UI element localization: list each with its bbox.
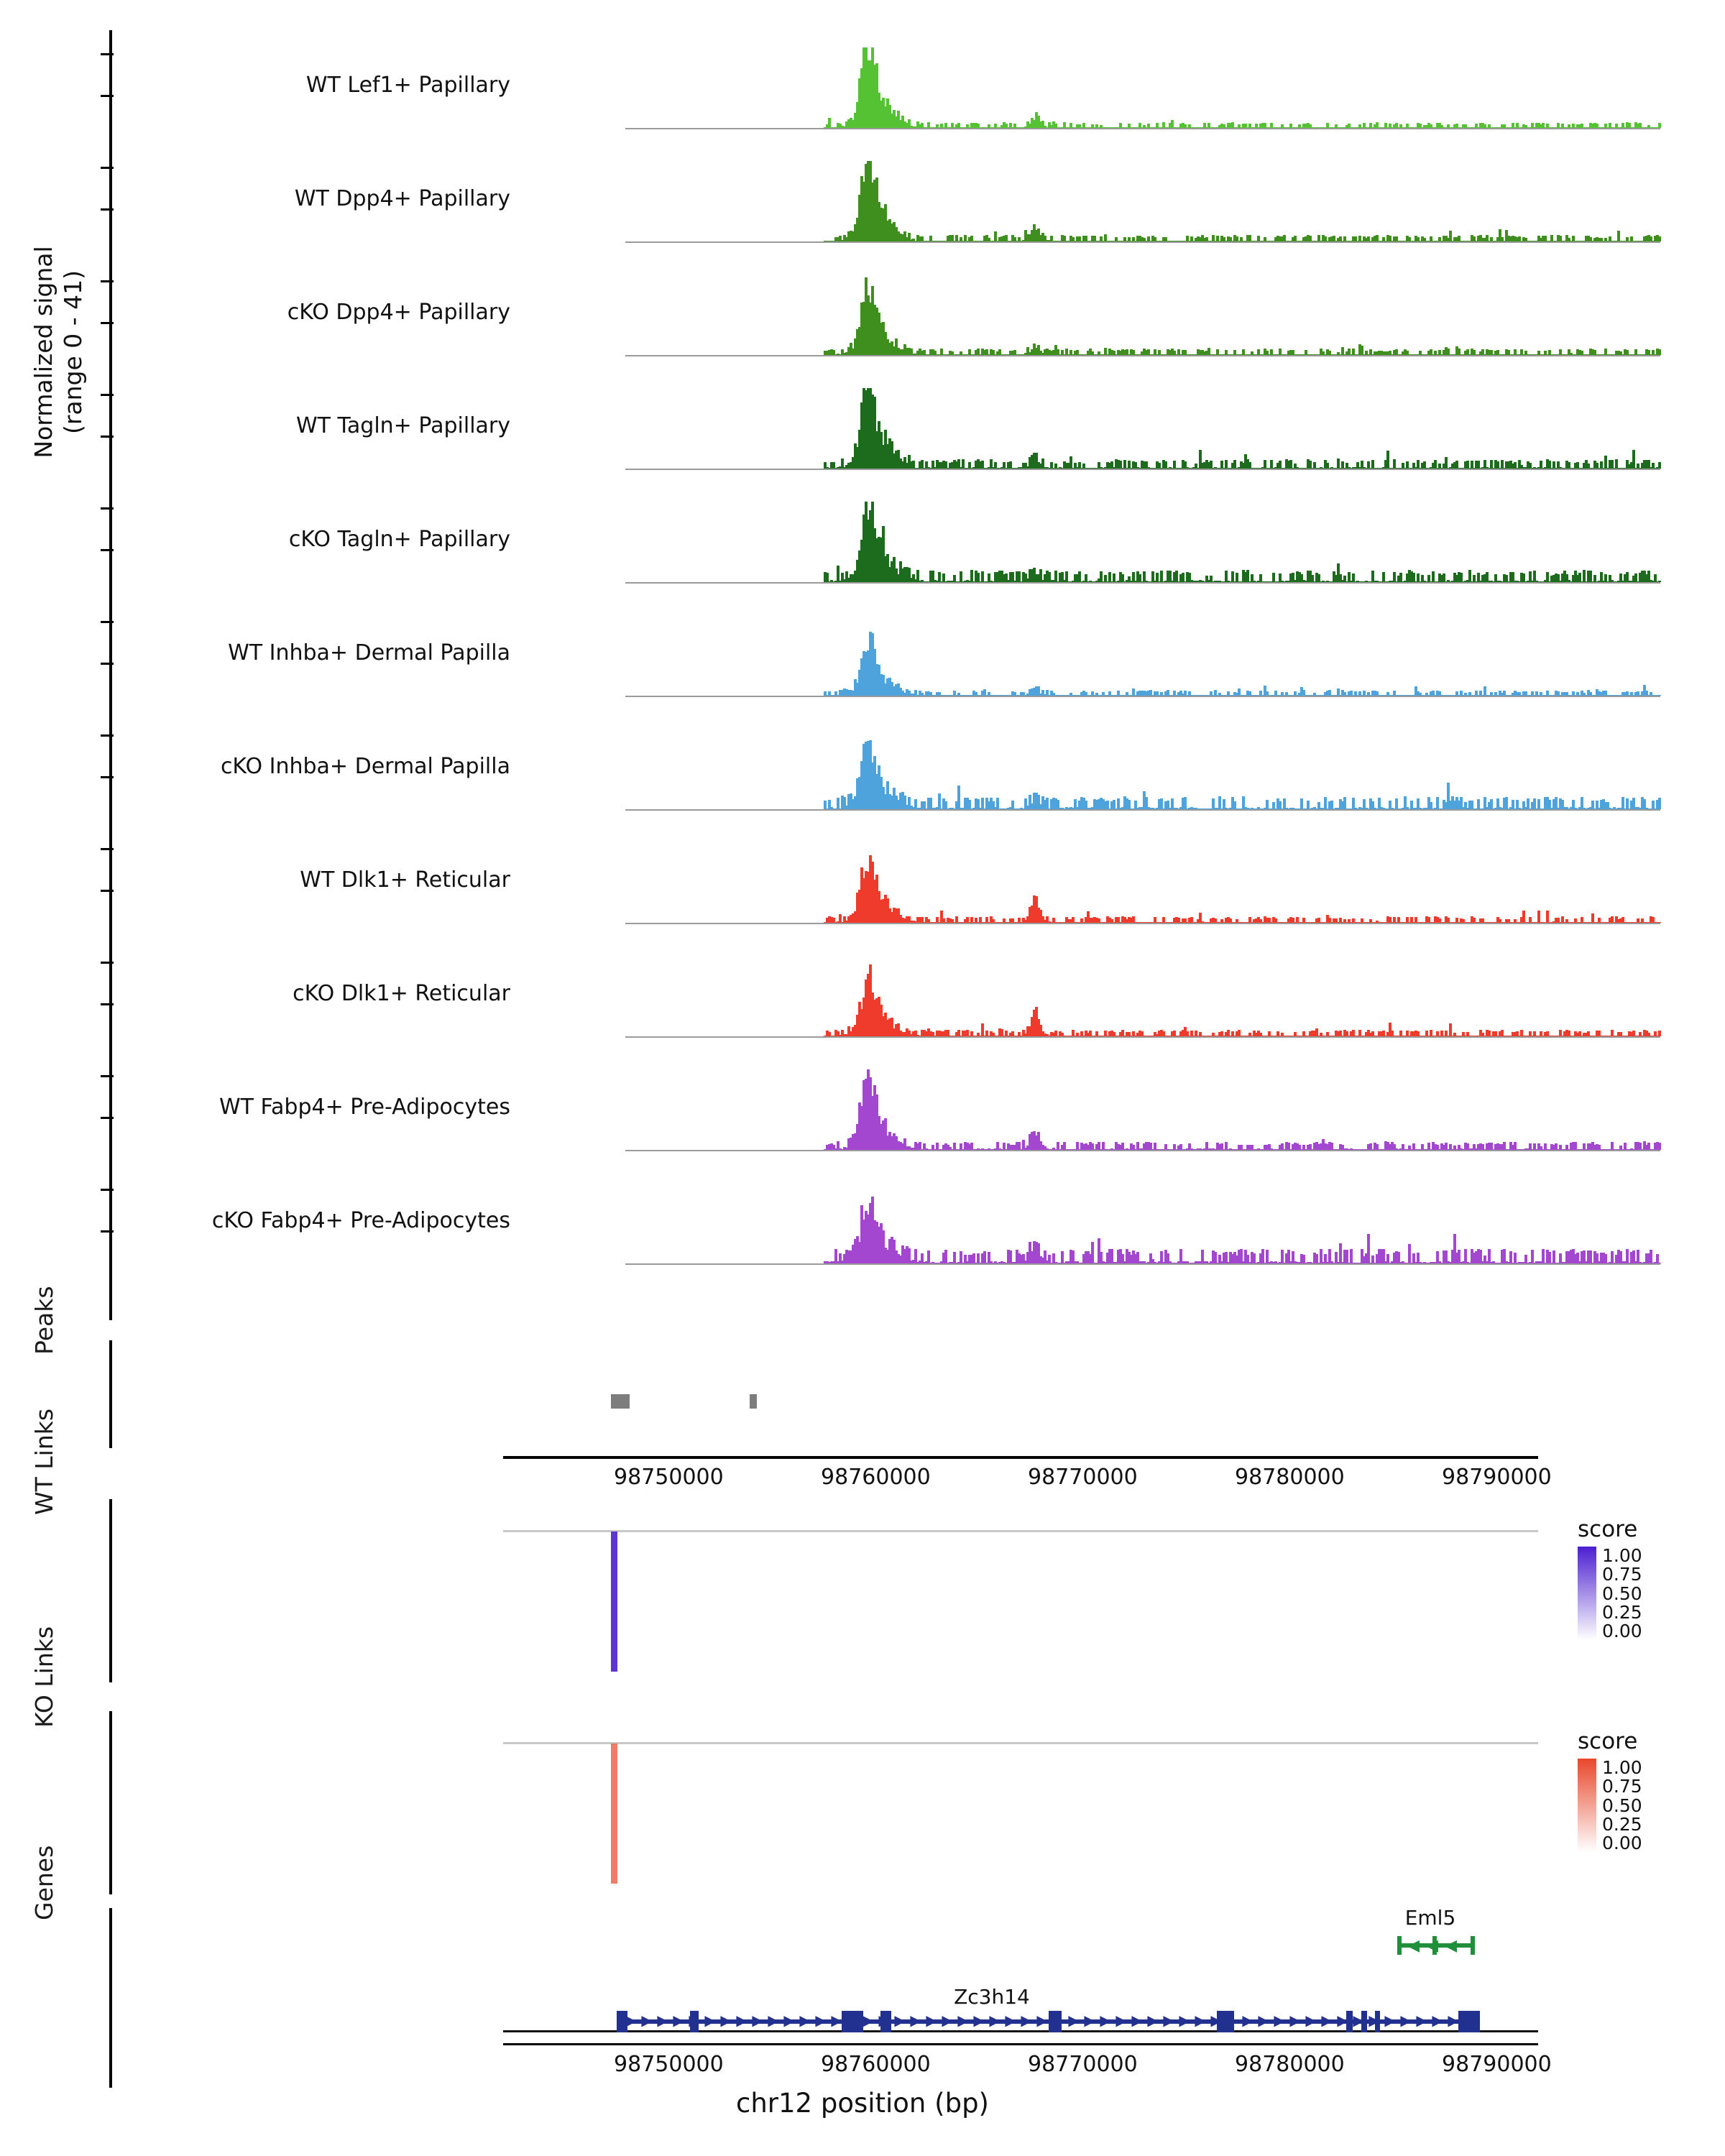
gene-strand-arrow-icon: ▶ — [1005, 2012, 1016, 2029]
axis-tick — [101, 549, 114, 551]
coverage-track — [122, 953, 1560, 1038]
x-tick-label: 98790000 — [1442, 1465, 1552, 1490]
gene-strand-arrow-icon: ▶ — [1353, 2012, 1364, 2029]
gene-strand-arrow-icon: ▶ — [1384, 2012, 1396, 2029]
coverage-track — [122, 45, 1560, 129]
coverage-track — [122, 1067, 1560, 1151]
track-plot-area — [625, 839, 1660, 924]
gene-strand-arrow-icon: ▶ — [1116, 2012, 1127, 2029]
track-baseline — [625, 241, 1660, 243]
axis-tick — [101, 167, 114, 169]
x-tick-label: 98760000 — [821, 1465, 931, 1490]
axis-tick — [101, 322, 114, 324]
coverage-track — [122, 612, 1560, 697]
x-tick-label: 98750000 — [614, 2052, 724, 2077]
gene-strand-arrow-icon: ▶ — [625, 2012, 637, 2029]
track-baseline — [625, 1263, 1660, 1265]
ko-links-legend — [1578, 1728, 1725, 1852]
gene-strand-arrow-icon: ▶ — [736, 2012, 748, 2029]
wt-legend-colorbar — [1578, 1547, 1596, 1640]
track-plot-area — [625, 1180, 1660, 1265]
track-signal — [625, 270, 1660, 355]
ko-legend-tick-5: 0.00 — [1602, 1833, 1642, 1853]
gene-strand-arrow-icon: ▶ — [1368, 2012, 1380, 2029]
wt-legend-ticks — [1602, 1547, 1642, 1640]
gene-strand-arrow-icon: ▶ — [720, 2012, 732, 2029]
gene-strand-arrow-icon: ▶ — [673, 2012, 684, 2029]
gene-strand-arrow-icon: ▶ — [689, 2012, 700, 2029]
axis-tick — [101, 208, 114, 211]
wt-legend-tick-2: 0.75 — [1602, 1564, 1642, 1585]
gene-strand-arrow-icon: ▶ — [894, 2012, 906, 2029]
ko-links-axis-line — [109, 1711, 112, 1894]
gene-strand-arrow-icon: ▶ — [1321, 2012, 1333, 2029]
track-baseline — [625, 696, 1660, 697]
axis-tick — [101, 436, 114, 438]
wt-links-baseline — [503, 1530, 1538, 1532]
gene-strand-arrow-icon: ▶ — [1416, 2012, 1427, 2029]
gene-strand-arrow-icon: ▶ — [862, 2012, 874, 2029]
track-signal — [625, 838, 1660, 923]
track-signal — [625, 611, 1660, 696]
ko-links-baseline — [503, 1742, 1538, 1744]
gene-strand-arrow-icon: ▶ — [1463, 2012, 1475, 2029]
track-label-cko-dlk1-reticular: cKO Dlk1+ Reticular — [293, 981, 510, 1006]
genes-label: Genes — [30, 1845, 58, 1920]
track-label-cko-tagln-papillary: cKO Tagln+ Papillary — [288, 527, 510, 552]
track-baseline — [625, 923, 1660, 924]
ko-legend-tick-1: 1.00 — [1602, 1757, 1642, 1778]
gene-strand-arrow-icon: ▶ — [799, 2012, 811, 2029]
track-signal — [625, 724, 1660, 809]
ko-legend-ticks — [1602, 1759, 1642, 1852]
gene-strand-arrow-icon: ◀ — [1407, 1937, 1420, 1955]
gene-strand-arrow-icon: ▶ — [1258, 2012, 1269, 2029]
track-label-cko-fabp4-pre-adipocytes: cKO Fabp4+ Pre-Adipocytes — [211, 1208, 510, 1233]
track-baseline — [625, 355, 1660, 356]
y-axis-label-line1: Normalized signal — [29, 246, 58, 459]
gene-label-eml5: Eml5 — [1404, 1906, 1456, 1930]
track-label-wt-fabp4-pre-adipocytes: WT Fabp4+ Pre-Adipocytes — [219, 1095, 510, 1120]
gene-exon — [1471, 1936, 1475, 1955]
track-baseline — [625, 582, 1660, 584]
y-axis-label-line2: (range 0 - 41) — [59, 270, 88, 435]
track-baseline — [625, 809, 1660, 811]
x-axis-title: chr12 position (bp) — [735, 2088, 989, 2119]
gene-strand-arrow-icon: ▶ — [1305, 2012, 1317, 2029]
gene-strand-arrow-icon: ▶ — [1131, 2012, 1143, 2029]
gene-strand-arrow-icon: ▶ — [1100, 2012, 1111, 2029]
axis-tick — [101, 507, 114, 510]
gene-strand-arrow-icon: ▶ — [1337, 2012, 1348, 2029]
gene-strand-arrow-icon: ▶ — [957, 2012, 969, 2029]
axis-tick — [101, 1189, 114, 1191]
x-tick-label: 98770000 — [1028, 1465, 1138, 1490]
axis-tick — [101, 890, 114, 892]
axis-tick — [101, 1003, 114, 1005]
x-tick-label: 98760000 — [821, 2052, 931, 2077]
peak-region[interactable] — [611, 1394, 630, 1409]
gene-strand-arrow-icon: ▶ — [1021, 2012, 1032, 2029]
gene-strand-arrow-icon: ▶ — [1400, 2012, 1412, 2029]
gene-strand-arrow-icon: ▶ — [1289, 2012, 1301, 2029]
axis-tick — [101, 394, 114, 396]
gene-strand-arrow-icon: ▶ — [1084, 2012, 1095, 2029]
ko-legend-tick-3: 0.50 — [1602, 1795, 1642, 1816]
gene-strand-arrow-icon: ▶ — [989, 2012, 1000, 2029]
coverage-track — [122, 499, 1560, 584]
track-signal — [625, 952, 1660, 1036]
gene-strand-arrow-icon: ▶ — [1448, 2012, 1459, 2029]
axis-tick — [101, 1075, 114, 1077]
gene-strand-arrow-icon: ▶ — [1068, 2012, 1080, 2029]
peak-region[interactable] — [750, 1394, 757, 1409]
track-label-wt-dpp4-papillary: WT Dpp4+ Papillary — [294, 186, 510, 211]
x-tick-label: 98780000 — [1235, 2052, 1345, 2077]
gene-strand-arrow-icon: ▶ — [1179, 2012, 1190, 2029]
track-label-wt-lef1-papillary: WT Lef1+ Papillary — [305, 73, 510, 98]
gene-strand-arrow-icon: ▶ — [657, 2012, 668, 2029]
link-line[interactable] — [611, 1743, 617, 1884]
gene-strand-arrow-icon: ▶ — [942, 2012, 953, 2029]
ko-links-label: KO Links — [30, 1626, 58, 1728]
gene-strand-arrow-icon: ▶ — [1036, 2012, 1048, 2029]
x-axis-top — [503, 1456, 1538, 1459]
gene-strand-arrow-icon: ◀ — [1426, 1937, 1439, 1955]
ko-legend-tick-4: 0.25 — [1602, 1813, 1642, 1835]
gene-strand-arrow-icon: ▶ — [1274, 2012, 1285, 2029]
axis-tick — [101, 962, 114, 964]
gene-strand-arrow-icon: ▶ — [831, 2012, 842, 2029]
coverage-axis-line — [109, 30, 112, 1320]
genes-axis-baseline — [503, 2030, 1538, 2032]
coverage-track — [122, 385, 1560, 470]
x-tick-label: 98750000 — [614, 1465, 724, 1490]
gene-strand-arrow-icon: ▶ — [878, 2012, 890, 2029]
axis-tick — [101, 95, 114, 97]
x-axis-bottom — [503, 2043, 1538, 2045]
gene-strand-arrow-icon: ▶ — [815, 2012, 827, 2029]
gene-strand-arrow-icon: ▶ — [1432, 2012, 1443, 2029]
gene-strand-arrow-icon: ▶ — [847, 2012, 858, 2029]
y-axis-label — [29, 201, 88, 503]
ko-legend-colorbar — [1578, 1759, 1596, 1852]
peaks-axis-line — [109, 1340, 112, 1448]
gene-strand-arrow-icon: ▶ — [641, 2012, 653, 2029]
x-tick-label: 98780000 — [1235, 1465, 1345, 1490]
wt-legend-title: score — [1578, 1516, 1638, 1542]
track-plot-area — [625, 612, 1660, 697]
track-signal — [625, 384, 1660, 469]
coverage-track — [122, 726, 1560, 811]
gene-strand-arrow-icon: ▶ — [910, 2012, 921, 2029]
x-tick-label: 98790000 — [1442, 2052, 1552, 2077]
wt-legend-tick-5: 0.00 — [1602, 1621, 1642, 1641]
track-plot-area — [625, 953, 1660, 1038]
axis-tick — [101, 734, 114, 737]
gene-strand-arrow-icon: ▶ — [1210, 2012, 1222, 2029]
axis-tick — [101, 1117, 114, 1119]
track-plot-area — [625, 158, 1660, 243]
axis-tick — [101, 848, 114, 850]
coverage-track — [122, 158, 1560, 243]
axis-tick — [101, 1230, 114, 1233]
gene-strand-arrow-icon: ▶ — [1226, 2012, 1238, 2029]
gene-strand-arrow-icon: ▶ — [926, 2012, 937, 2029]
wt-links-label: WT Links — [30, 1408, 58, 1515]
gene-strand-arrow-icon: ▶ — [783, 2012, 795, 2029]
track-label-cko-dpp4-papillary: cKO Dpp4+ Papillary — [287, 300, 510, 325]
gene-strand-arrow-icon: ▶ — [973, 2012, 985, 2029]
gene-strand-arrow-icon: ▶ — [1242, 2012, 1254, 2029]
x-tick-label: 98770000 — [1028, 2052, 1138, 2077]
track-signal — [625, 1179, 1660, 1263]
track-plot-area — [625, 385, 1660, 470]
gene-strand-arrow-icon: ▶ — [1052, 2012, 1064, 2029]
track-label-cko-inhba-dermal-papilla: cKO Inhba+ Dermal Papilla — [220, 754, 510, 779]
gene-strand-arrow-icon: ▶ — [1147, 2012, 1159, 2029]
link-line[interactable] — [611, 1531, 617, 1672]
track-signal — [625, 157, 1660, 241]
gene-strand-arrow-icon: ◀ — [1445, 1937, 1458, 1955]
track-baseline — [625, 1150, 1660, 1151]
gene-exon — [1397, 1936, 1402, 1955]
coverage-track — [122, 839, 1560, 924]
gene-strand-arrow-icon: ▶ — [752, 2012, 763, 2029]
wt-legend-tick-1: 1.00 — [1602, 1545, 1642, 1566]
track-plot-area — [625, 45, 1660, 129]
track-plot-area — [625, 499, 1660, 584]
wt-links-axis-line — [109, 1499, 112, 1682]
track-label-wt-dlk1-reticular: WT Dlk1+ Reticular — [300, 867, 510, 893]
axis-tick — [101, 280, 114, 282]
gene-strand-arrow-icon: ▶ — [1195, 2012, 1206, 2029]
track-baseline — [625, 469, 1660, 470]
coverage-track — [122, 272, 1560, 356]
track-label-wt-inhba-dermal-papilla: WT Inhba+ Dermal Papilla — [228, 640, 510, 665]
track-signal — [625, 497, 1660, 582]
track-label-wt-tagln-papillary: WT Tagln+ Papillary — [296, 413, 510, 438]
gene-label-zc3h14: Zc3h14 — [954, 1985, 1030, 2009]
track-baseline — [625, 128, 1660, 129]
track-plot-area — [625, 726, 1660, 811]
ko-legend-tick-2: 0.75 — [1602, 1776, 1642, 1797]
peaks-label: Peaks — [30, 1286, 58, 1355]
track-plot-area — [625, 1067, 1660, 1151]
track-baseline — [625, 1036, 1660, 1038]
gene-strand-arrow-icon: ▶ — [1163, 2012, 1174, 2029]
wt-legend-tick-3: 0.50 — [1602, 1583, 1642, 1604]
coverage-track — [122, 1180, 1560, 1265]
track-signal — [625, 43, 1660, 128]
track-signal — [625, 1065, 1660, 1150]
axis-tick — [101, 621, 114, 623]
track-plot-area — [625, 272, 1660, 356]
ko-legend-title: score — [1578, 1728, 1638, 1754]
wt-links-legend — [1578, 1516, 1725, 1640]
axis-tick — [101, 776, 114, 778]
wt-legend-tick-4: 0.25 — [1602, 1601, 1642, 1623]
genes-axis-line — [109, 1908, 112, 2088]
axis-tick — [101, 663, 114, 665]
axis-tick — [101, 53, 114, 55]
gene-strand-arrow-icon: ▶ — [704, 2012, 716, 2029]
gene-strand-arrow-icon: ▶ — [768, 2012, 779, 2029]
